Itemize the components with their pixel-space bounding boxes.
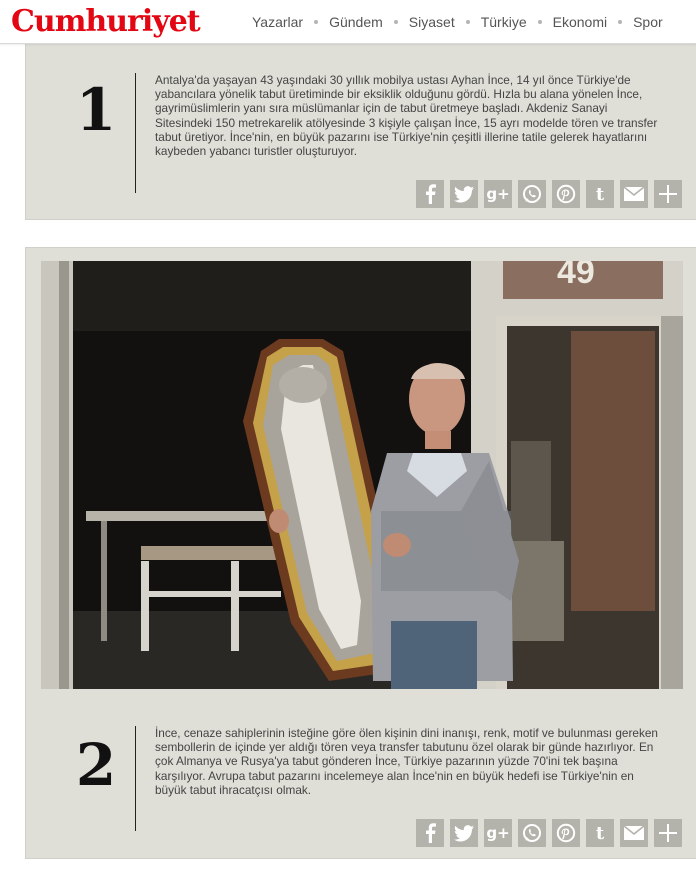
mail-share-button[interactable] — [620, 819, 648, 847]
tumblr-icon: t — [595, 183, 605, 205]
tumblr-icon: t — [595, 822, 605, 844]
slide-photo[interactable] — [41, 261, 683, 689]
slide-divider — [135, 73, 136, 193]
mail-icon — [624, 826, 644, 840]
facebook-share-button[interactable] — [416, 180, 444, 208]
mail-share-button[interactable] — [620, 180, 648, 208]
whatsapp-share-button[interactable] — [518, 180, 546, 208]
mail-icon — [624, 187, 644, 201]
site-header — [0, 0, 696, 44]
more-share-button[interactable] — [654, 819, 682, 847]
more-share-button[interactable] — [654, 180, 682, 208]
nav-item-siyaset[interactable]: Siyaset — [408, 14, 455, 30]
whatsapp-icon — [522, 823, 542, 843]
google-plus-icon: g+ — [486, 824, 510, 842]
google-plus-share-button[interactable] — [484, 180, 512, 208]
coffin-maker-photo — [41, 261, 683, 689]
nav-item-yazarlar[interactable]: Yazarlar — [252, 14, 304, 30]
nav-item-ekonomi[interactable]: Ekonomi — [552, 14, 608, 30]
whatsapp-icon — [522, 184, 542, 204]
facebook-share-button[interactable] — [416, 819, 444, 847]
plus-icon — [659, 185, 677, 203]
facebook-icon — [423, 184, 437, 204]
nav-separator — [538, 20, 542, 24]
twitter-icon — [454, 825, 474, 842]
pinterest-icon — [556, 823, 576, 843]
share-bar — [416, 819, 682, 847]
facebook-icon — [423, 823, 437, 843]
nav-separator — [394, 20, 398, 24]
slide-number: 1 — [75, 76, 117, 144]
twitter-share-button[interactable] — [450, 819, 478, 847]
plus-icon — [659, 824, 677, 842]
whatsapp-share-button[interactable] — [518, 819, 546, 847]
main-nav — [252, 13, 663, 31]
nav-item-gundem[interactable]: Gündem — [329, 14, 383, 30]
nav-separator — [618, 20, 622, 24]
slide-caption: İnce, cenaze sahiplerinin isteğine göre ölen kişinin dini inanışı, renk, motif ve bulunması gereken sembollerin de içinde yer aldığı tören veya transfer tabutunu özel olarak bir günde hazırlıyor. En çok Almanya ve Rusya'ya tabut gönderen İnce, Türkiye pazarının yüzde 70'ini tek başına karşılıyor. Avrupa tabut pazarını incelemeye alan İnce'nin en büyük hedefi ise Türkiye'nin en büyük tabut ihracatçısı olmak. — [155, 726, 658, 797]
twitter-icon — [454, 186, 474, 203]
nav-separator — [314, 20, 318, 24]
google-plus-icon: g+ — [486, 185, 510, 203]
building-number: 49 — [557, 261, 595, 291]
pinterest-share-button[interactable] — [552, 819, 580, 847]
slide-number: 2 — [75, 731, 117, 799]
slide-divider — [135, 726, 136, 831]
gallery-slide-1 — [25, 44, 696, 220]
nav-separator — [466, 20, 470, 24]
pinterest-icon — [556, 184, 576, 204]
twitter-share-button[interactable] — [450, 180, 478, 208]
slide-caption: Antalya'da yaşayan 43 yaşındaki 30 yıllık mobilya ustası Ayhan İnce, 14 yıl önce Türkiye'de yabancılara yönelik tabut üretiminde bir eksiklik olduğunu gördü. Hızla bu alana yönelen İnce, gayrimüslimlerin yanı sıra müslümanlar için de tabut üretmeye başladı. Akdeniz Sanayi Sitesindeki 150 metrekarelik atölyesinde 3 kişiyle çalışan İnce, 15 ayrı modelde tören ve transfer tabut üretiyor. İnce'nin, en büyük pazarını ise Türkiye'nin çeşitli illerine tatile gelerek hayatlarını kaybeden yabancı turistler oluşturuyor. — [155, 73, 658, 159]
google-plus-share-button[interactable] — [484, 819, 512, 847]
nav-item-spor[interactable]: Spor — [633, 14, 663, 30]
gallery-slide-2 — [25, 247, 696, 859]
tumblr-share-button[interactable] — [586, 180, 614, 208]
tumblr-share-button[interactable] — [586, 819, 614, 847]
share-bar — [416, 180, 682, 208]
site-logo[interactable]: Cumhuriyet — [11, 4, 200, 39]
nav-item-turkiye[interactable]: Türkiye — [480, 14, 527, 30]
pinterest-share-button[interactable] — [552, 180, 580, 208]
